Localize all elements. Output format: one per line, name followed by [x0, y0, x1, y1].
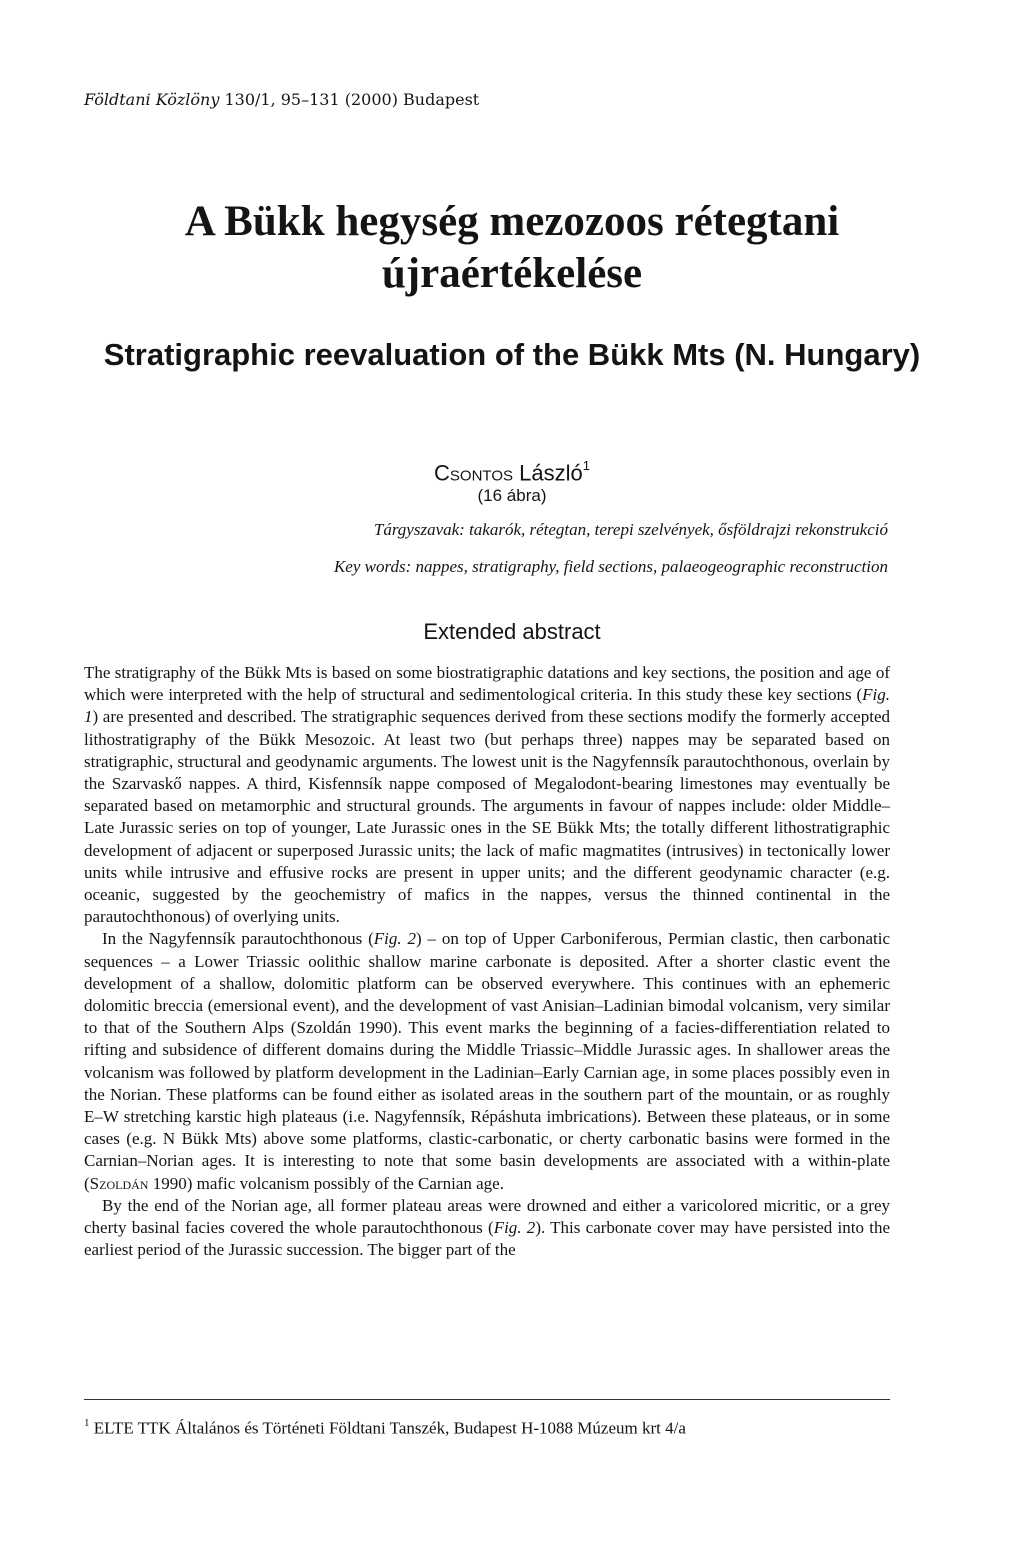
footnote-mark: 1 — [84, 1417, 90, 1429]
author-surname: Csontos — [434, 460, 513, 486]
abstract-paragraph-1 — [84, 662, 890, 928]
title-english: Stratigraphic reevaluation of the Bükk Mts (N. Hungary) — [103, 337, 921, 372]
citation-details: 130/1, 95–131 (2000) Budapest — [224, 90, 480, 109]
keywords-hungarian: Tárgyszavak: takarók, rétegtan, terepi szelvények, ősföldrajzi rekonstrukció — [373, 520, 888, 539]
abstract-paragraph-3 — [84, 1195, 890, 1262]
paragraph-text: The stratigraphy of the Bükk Mts is based on some biostratigraphic datations and key sections, the position and age of which were interpreted with the help of structural and sedimentological criteria. In this study these key sections ( — [84, 663, 890, 705]
keywords-english: Key words: nappes, stratigraphy, field sections, palaeogeographic reconstruction — [333, 557, 888, 576]
paragraph-text: In the Nagyfennsík parautochthonous ( — [102, 929, 374, 949]
abstract-paragraph-2 — [84, 928, 890, 1194]
paragraph-text: By the end of the Norian age, all former plateau areas were drowned and either a varicolored micritic, or a grey cherty basinal facies covered the whole parautochthonous ( — [84, 1195, 890, 1238]
figure-reference: Fig. 1 — [84, 685, 890, 727]
figure-reference: Fig. 2 — [373, 929, 416, 949]
paragraph-text: ). This carbonate cover may have persisted into the earliest period of the Jurassic succession. The bigger part of the — [84, 1218, 891, 1260]
journal-name: Földtani Közlöny — [84, 90, 220, 109]
abstract-heading: Extended abstract — [423, 619, 601, 644]
paragraph-text: ) – on top of Upper Carboniferous, Permian clastic, then carbonatic sequences – a Lower Triassic oolithic shallow marine carbonate is deposited. After a shorter clastic event the development of a shallow, dolomitic platform can be observed everywhere. This continues with an ephemeric dolomitic breccia (emersional event), and the development of vast Anisian–Ladinian bimodal volcanism, very similar to that of the Southern Alps (Szoldán 1990). This event marks the beginning of a facies-differentiation related to rifting and subsidence of different domains during the Middle Triassic–Middle Jurassic ages. In shallower areas the volcanism was followed by platform development in the Ladinian–Early Carnian age, in some places possibly even in the Norian. These platforms can be found either as isolated areas in the southern part of the mountain, or as roughly E–W stretching karstic high plateaus (i.e. Nagyfennsík, Répáshuta imbrications). Between these plateaus, or in some cases (e.g. N Bükk Mts) above some platforms, clastic-carbonatic, or cherty carbonatic basins were formed in the Carnian–Norian ages. It is interesting to note that some basin developments are associated with a within-plate ( — [84, 929, 890, 1193]
abstract-body — [84, 662, 890, 1261]
figure-reference: Fig. 2 — [493, 1218, 536, 1238]
journal-citation — [84, 90, 479, 109]
author-given-name: László — [519, 460, 583, 486]
citation-author: Szoldán — [89, 1173, 149, 1193]
figures-note: (16 ábra) — [477, 486, 547, 505]
footnote — [84, 1418, 686, 1439]
footnote-text: ELTE TTK Általános és Történeti Földtani Tanszék, Budapest H-1088 Múzeum krt 4/a — [93, 1418, 686, 1438]
footnote-divider — [84, 1399, 890, 1400]
title-hungarian-line2: újraértékelése — [381, 250, 643, 297]
title-hungarian-line1: A Bükk hegység mezozoos rétegtani — [184, 198, 840, 245]
paragraph-text: 1990) mafic volcanism possibly of the Carnian age. — [148, 1173, 504, 1193]
author — [0, 460, 1024, 486]
paragraph-text: ) are presented and described. The stratigraphic sequences derived from these sections modify the formerly accepted lithostratigraphy of the Bükk Mesozoic. At least two (but perhaps three) nappes may be separated based on stratigraphic, structural and geodynamic arguments. The lowest unit is the Nagyfennsík parautochthonous, overlain by the Szarvaskő nappes. A third, Kisfennsík nappe composed of Megalodont-bearing limestones may eventually be separated based on metamorphic and structural grounds. The arguments in favour of nappes include: older Middle–Late Jurassic series on top of younger, Late Jurassic ones in the SE Bükk Mts; the totally different lithostratigraphic development of adjacent or superposed Jurassic units; the lack of mafic magmatites (intrusives) in tectonically lower units while intrusive and effusive rocks are present in upper units; and the different geodynamic character (e.g. oceanic, suggested by the geochemistry of mafics in the nappes, versus the thinned continental in the parautochthonous) of overlying units. — [84, 707, 890, 927]
affiliation-mark: 1 — [582, 458, 590, 473]
